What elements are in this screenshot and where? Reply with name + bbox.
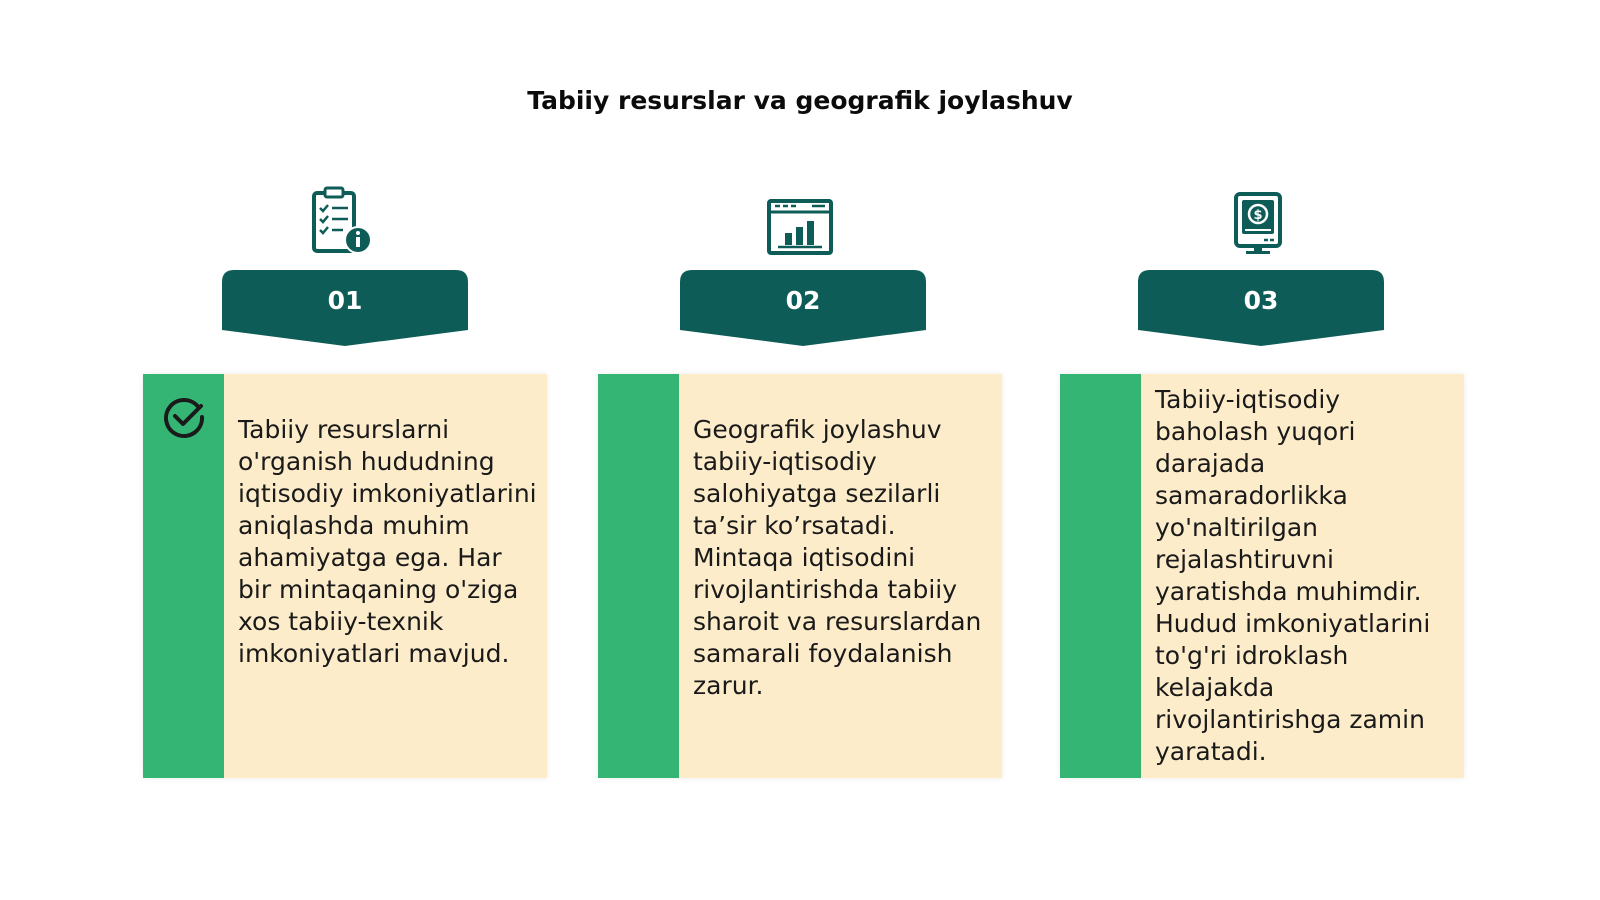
step-card-01 (143, 374, 547, 778)
card-body (1141, 374, 1464, 778)
check-circle-icon (161, 394, 207, 440)
browser-bar-chart-icon (760, 188, 840, 268)
card-accent-bar (1060, 374, 1141, 778)
card-accent-bar (598, 374, 679, 778)
svg-text:$: $ (1253, 208, 1263, 223)
card-accent-bar (143, 374, 224, 778)
step-badge-02 (680, 270, 926, 348)
step-description: Geografik joylashuv tabiiy-iqtisodiy salohiyatga sezilarli ta’sir ko’rsatadi. Mintaqa iqtisodini rivojlantirishda tabiiy sharoit va resurslardan samarali foydalanish zarur. (693, 415, 982, 700)
step-badge-03 (1138, 270, 1384, 348)
clipboard-checklist-info-icon (305, 186, 385, 266)
step-badge-01 (222, 270, 468, 348)
step-number: 01 (327, 286, 363, 315)
step-number: 02 (785, 286, 821, 315)
step-number: 03 (1243, 286, 1279, 315)
card-body (679, 374, 1002, 778)
step-description: Tabiiy-iqtisodiy baholash yuqori darajada samaradorlikka yo'naltirilgan rejalashtiruvni yaratishda muhimdir. Hudud imkoniyatlarini to'g'ri idroklash kelajakda rivojlantirishga zamin yaratadi. (1155, 385, 1431, 766)
step-card-03 (1060, 374, 1464, 778)
page-title: Tabiiy resurslar va geografik joylashuv (527, 86, 1073, 115)
step-description: Tabiiy resurslarni o'rganish hududning iqtisodiy imkoniyatlarini aniqlashda muhim ahamiyatga ega. Har bir mintaqaning o'ziga xos tabiiy-texnik imkoniyatlari mavjud. (238, 415, 537, 668)
monitor-dollar-icon (1222, 188, 1302, 268)
step-card-02 (598, 374, 1002, 778)
card-body (224, 374, 547, 778)
